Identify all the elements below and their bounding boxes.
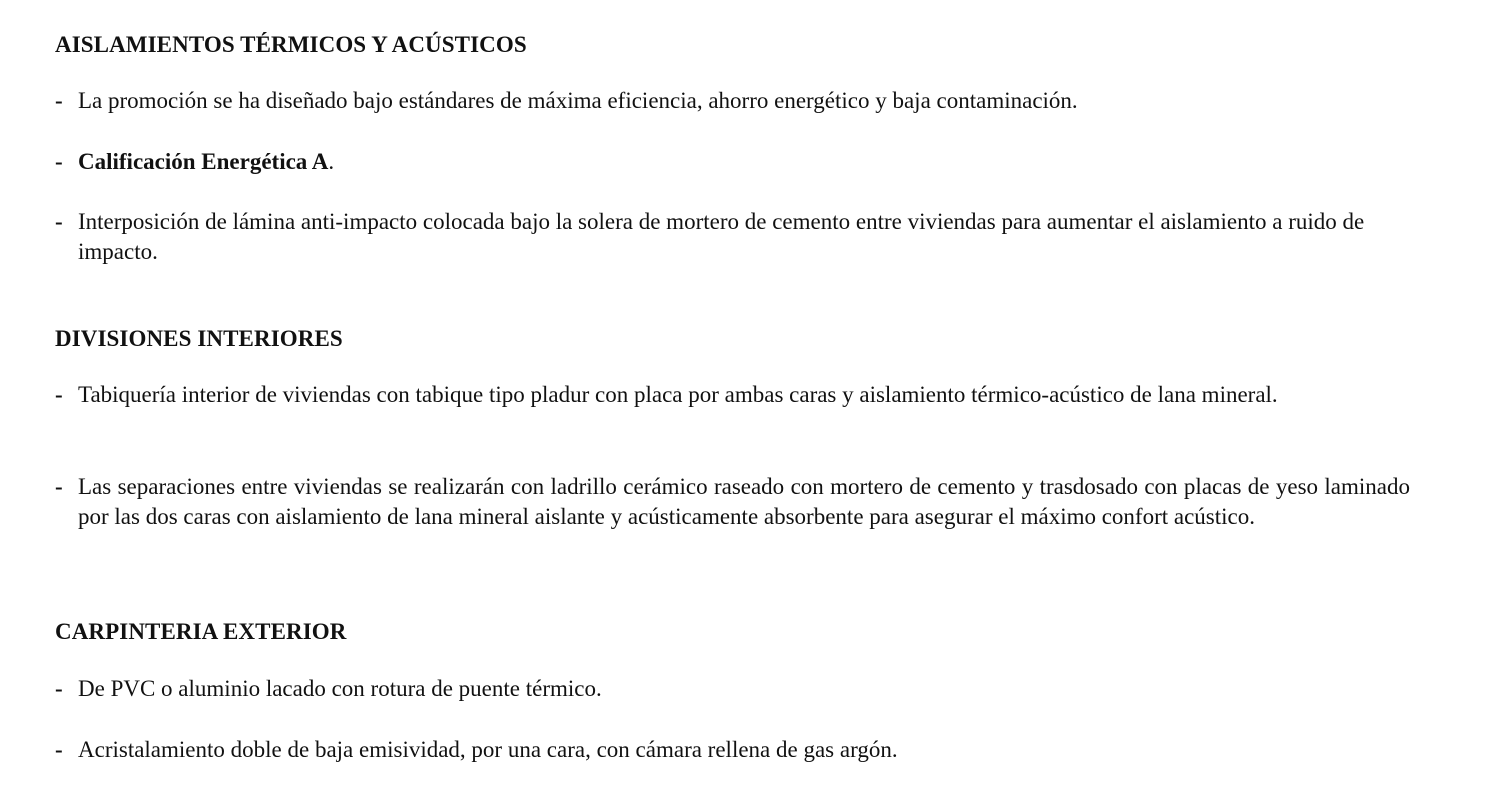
item-text: Interposición de lámina anti-impacto colocada bajo la solera de mortero de cemento entre viviendas para aumentar el aislamiento a ruido de impacto. xyxy=(78,209,1365,264)
item-text: Las separaciones entre viviendas se realizarán con ladrillo cerámico raseado con mortero de cemento y trasdosado con placas de yeso laminado por las dos caras con aislamiento de lana mineral aislante y acústicamente absorbente para asegurar el máximo confort acústico. xyxy=(78,474,1410,529)
section-heading-aislamientos: AISLAMIENTOS TÉRMICOS Y ACÚSTICOS xyxy=(55,32,527,57)
bullet-dash: - xyxy=(55,474,63,499)
bullet-dash: - xyxy=(55,676,63,701)
list-item xyxy=(55,472,1410,532)
bullet-dash: - xyxy=(55,88,63,113)
list-item xyxy=(55,674,1410,704)
item-text: La promoción se ha diseñado bajo estándares de máxima eficiencia, ahorro energético y baja contaminación. xyxy=(78,88,1078,113)
item-text: Acristalamiento doble de baja emisividad, por una cara, con cámara rellena de gas argón. xyxy=(78,737,898,762)
list-item xyxy=(55,207,1410,267)
section-heading-divisiones: DIVISIONES INTERIORES xyxy=(55,326,343,351)
item-text: Tabiquería interior de viviendas con tabique tipo pladur con placa por ambas caras y aislamiento térmico-acústico de lana mineral. xyxy=(78,382,1278,407)
item-text xyxy=(78,147,1410,177)
bullet-dash: - xyxy=(55,209,63,234)
section-heading-carpinteria: CARPINTERIA EXTERIOR xyxy=(55,619,347,644)
energy-rating-suffix: . xyxy=(328,149,335,174)
list-item xyxy=(55,147,1410,177)
item-text: De PVC o aluminio lacado con rotura de puente térmico. xyxy=(78,676,602,701)
bullet-dash: - xyxy=(55,382,63,407)
bullet-dash: - xyxy=(55,149,63,174)
list-item xyxy=(55,86,1410,116)
list-item xyxy=(55,735,1410,765)
list-item xyxy=(55,380,1410,410)
energy-rating-label: Calificación Energética A xyxy=(78,149,329,174)
bullet-dash: - xyxy=(55,737,63,762)
